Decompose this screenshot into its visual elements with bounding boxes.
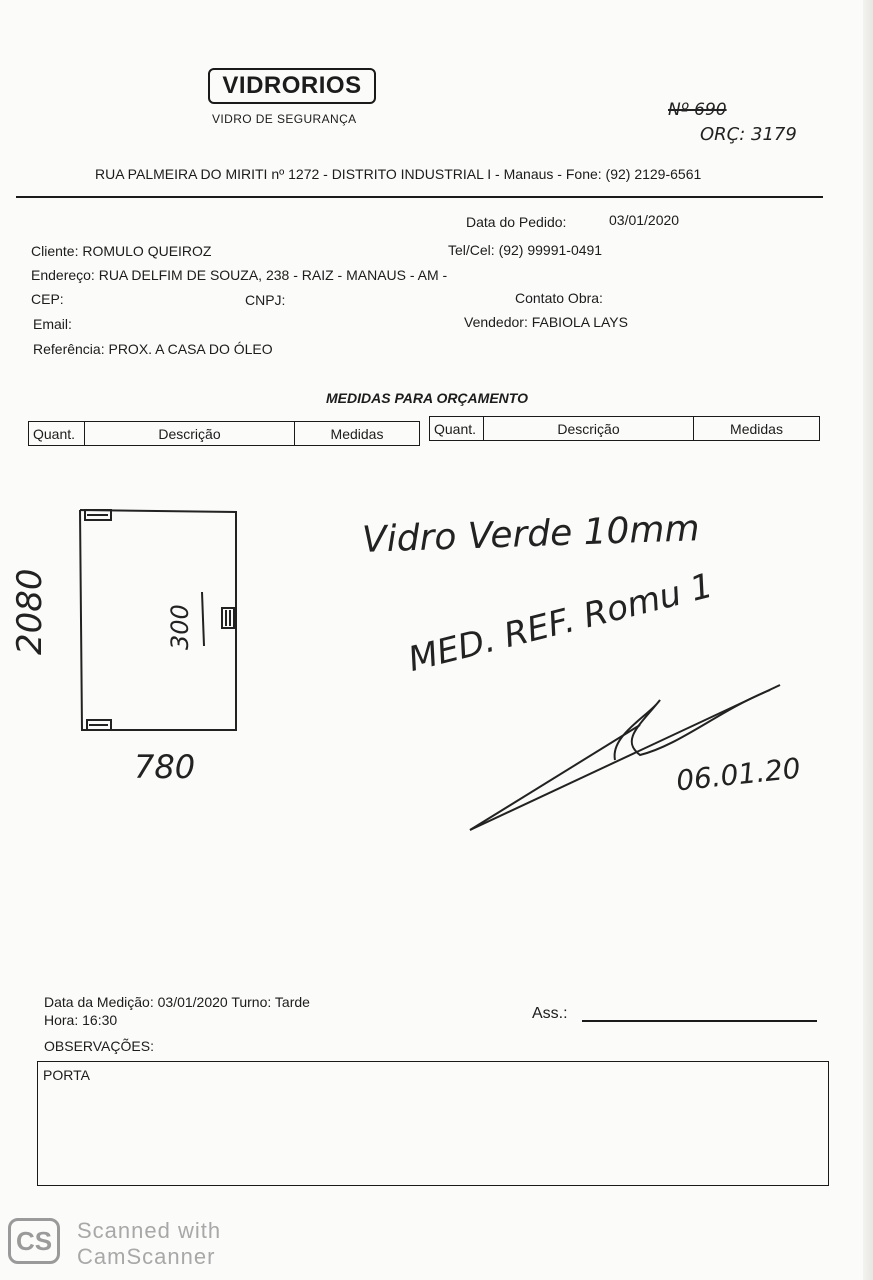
company-address: RUA PALMEIRA DO MIRITI nº 1272 - DISTRITO INDUSTRIAL I - Manaus - Fone: (92) 2129-6561 <box>95 166 702 182</box>
camscanner-watermark <box>77 1218 221 1270</box>
measures-title: MEDIDAS PARA ORÇAMENTO <box>326 390 528 406</box>
camscanner-logo <box>8 1218 60 1264</box>
observations-text: PORTA <box>43 1067 90 1083</box>
col-descricao: Descrição <box>85 422 295 446</box>
order-date-label: Data do Pedido: <box>466 214 567 230</box>
measure-time: Hora: 16:30 <box>44 1012 118 1028</box>
watermark-line1: Scanned with <box>77 1218 222 1243</box>
phone-field: Tel/Cel: (92) 99991-0491 <box>448 242 603 258</box>
signature-stroke <box>470 725 640 830</box>
seller-field: Vendedor: FABIOLA LAYS <box>464 314 628 330</box>
side-measure: 300 <box>166 604 194 650</box>
lock-mark <box>222 608 234 628</box>
col-quant: Quant. <box>430 417 484 441</box>
width-measure: 780 <box>134 748 196 786</box>
signature-label: Ass.: <box>532 1005 568 1022</box>
camscanner-logo-text: CS <box>15 1225 53 1256</box>
company-logo <box>208 68 376 104</box>
client-field: Cliente: ROMULO QUEIROZ <box>31 243 212 259</box>
handle-mark <box>202 592 204 646</box>
measured-by-note: MED. REF. Romu 1 <box>404 565 717 680</box>
order-date-value: 03/01/2020 <box>609 212 680 228</box>
measure-date-handwritten: 06.01.20 <box>674 751 803 798</box>
observations-label: OBSERVAÇÕES: <box>44 1038 154 1054</box>
logo-text: VIDRORIOS <box>222 72 362 99</box>
observations-box <box>37 1061 829 1186</box>
logo-subtitle: VIDRO DE SEGURANÇA <box>212 112 357 126</box>
door-outline <box>80 510 236 730</box>
col-medidas: Medidas <box>295 422 420 446</box>
reference-field: Referência: PROX. A CASA DO ÓLEO <box>33 341 273 357</box>
cep-field: CEP: <box>31 291 64 307</box>
signature-line <box>582 1020 817 1022</box>
header-divider <box>16 196 823 198</box>
watermark-line2: CamScanner <box>77 1244 216 1269</box>
email-field: Email: <box>33 316 72 332</box>
col-descricao: Descrição <box>484 417 694 441</box>
orc-number-handwritten: ORÇ: 3179 <box>700 124 797 145</box>
cnpj-field: CNPJ: <box>245 292 286 308</box>
glass-note: Vidro Verde 10mm <box>361 508 701 561</box>
measures-table-left <box>28 421 420 446</box>
col-medidas: Medidas <box>694 417 820 441</box>
measures-table-right <box>429 416 820 441</box>
order-number-struck: Nº 690 <box>668 100 727 120</box>
contact-field: Contato Obra: <box>515 290 603 306</box>
measure-date: Data da Medição: 03/01/2020 Turno: Tarde <box>44 994 310 1010</box>
col-quant: Quant. <box>29 422 85 446</box>
address-field: Endereço: RUA DELFIM DE SOUZA, 238 - RAIZ - MANAUS - AM - <box>31 267 448 283</box>
height-measure: 2080 <box>10 568 50 655</box>
